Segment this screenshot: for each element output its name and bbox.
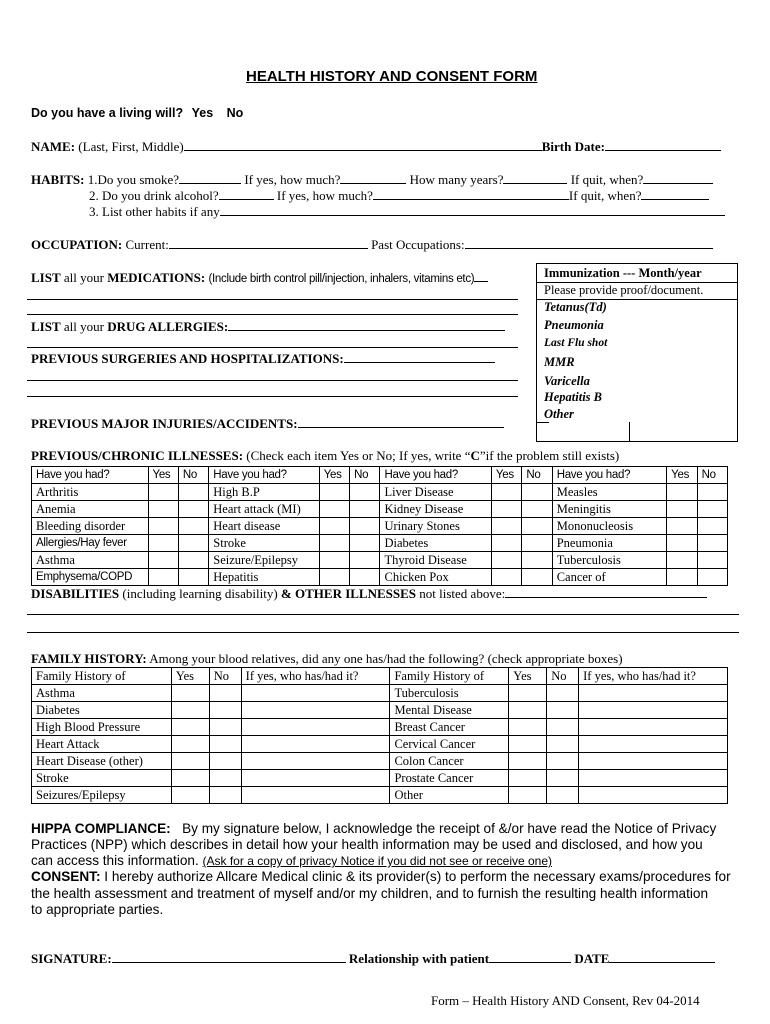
allergies-field[interactable]: [228, 320, 505, 331]
smoke-how-much-label: If yes, how much?: [244, 172, 341, 187]
disabilities-line-2[interactable]: [27, 632, 739, 633]
col-header: Have you had?: [209, 467, 319, 484]
illness-name: Asthma: [32, 552, 149, 569]
medications-hint: (Include birth control pill/injection, inhalers, vitamins etc): [208, 273, 475, 285]
who-cell[interactable]: [579, 685, 728, 702]
yes-cell[interactable]: [319, 569, 349, 586]
consent-text-1: I hereby authorize Allcare Medical clinic & its provider(s) to perform the necessary exams/procedures for: [104, 869, 731, 884]
illness-name: Bleeding disorder: [32, 518, 149, 535]
table-row: [32, 702, 728, 719]
smoke-how-much-field[interactable]: [340, 173, 406, 184]
col-no: No: [547, 668, 579, 685]
no-cell[interactable]: [522, 518, 552, 535]
table-row: [32, 736, 728, 753]
disabilities-field[interactable]: [505, 587, 707, 598]
yes-cell[interactable]: [509, 702, 547, 719]
condition-name: Stroke: [32, 770, 172, 787]
medications-row: [31, 270, 488, 286]
illnesses-table: [31, 466, 728, 586]
who-cell[interactable]: [241, 787, 390, 804]
signature-field[interactable]: [112, 952, 346, 963]
hippa-text-1: By my signature below, I acknowledge the receipt of &/or have read the Notice of Privacy: [182, 821, 717, 836]
injuries-label: PREVIOUS MAJOR INJURIES/ACCIDENTS:: [31, 416, 298, 431]
yes-cell[interactable]: [509, 719, 547, 736]
no-cell[interactable]: [209, 787, 241, 804]
condition-name: Tuberculosis: [390, 685, 509, 702]
disabilities-hint: (including learning disability): [122, 586, 278, 601]
yes-cell[interactable]: [491, 569, 521, 586]
table-row: [32, 719, 728, 736]
who-cell[interactable]: [241, 702, 390, 719]
signature-row: [31, 951, 715, 967]
date-field[interactable]: [609, 952, 715, 963]
table-row: [32, 787, 728, 804]
no-cell[interactable]: [697, 552, 727, 569]
yes-cell[interactable]: [171, 702, 209, 719]
consent-label: CONSENT:: [31, 869, 101, 884]
form-title: HEALTH HISTORY AND CONSENT FORM: [246, 68, 538, 85]
yes-cell[interactable]: [509, 770, 547, 787]
yes-cell[interactable]: [667, 484, 697, 501]
name-field[interactable]: [184, 140, 542, 151]
illness-name: Hepatitis: [209, 569, 319, 586]
illness-name: Cancer of: [552, 569, 666, 586]
no-cell[interactable]: [697, 501, 727, 518]
name-hint: (Last, First, Middle): [78, 139, 184, 154]
who-cell[interactable]: [241, 770, 390, 787]
immunization-tetanus: Tetanus(Td): [544, 300, 607, 314]
hippa-note[interactable]: (Ask for a copy of privacy Notice if you did not see or receive one): [202, 854, 553, 868]
hippa-line-3: [31, 853, 552, 869]
no-cell[interactable]: [697, 484, 727, 501]
yes-cell[interactable]: [148, 569, 178, 586]
occupation-past-field[interactable]: [465, 238, 713, 249]
immunization-flu: Last Flu shot: [544, 337, 608, 349]
hippa-text-3: can access this information.: [31, 853, 199, 868]
no-cell[interactable]: [547, 753, 579, 770]
relationship-label: Relationship with patient: [348, 951, 490, 966]
immunization-mmr: MMR: [544, 355, 575, 369]
no-cell[interactable]: [178, 484, 208, 501]
no-cell[interactable]: [547, 787, 579, 804]
smoke-years-label: How many years?: [409, 172, 504, 187]
who-cell[interactable]: [241, 753, 390, 770]
condition-name: Asthma: [32, 685, 172, 702]
table-row: [32, 569, 728, 586]
illness-name: Emphysema/COPD: [32, 569, 149, 586]
condition-name: Other: [390, 787, 509, 804]
disabilities-amp: &: [280, 586, 292, 601]
col-family-history: Family History of: [390, 668, 509, 685]
no-cell[interactable]: [178, 569, 208, 586]
condition-name: Heart Disease (other): [32, 753, 172, 770]
medications-line-1[interactable]: [27, 299, 518, 300]
injuries-row: [31, 416, 504, 432]
no-cell[interactable]: [522, 569, 552, 586]
living-will-yes[interactable]: Yes: [191, 106, 214, 120]
surgeries-row: [31, 351, 495, 367]
who-cell[interactable]: [579, 770, 728, 787]
alcohol-quit-label: If quit, when?: [568, 188, 642, 203]
condition-name: Diabetes: [32, 702, 172, 719]
allergies-row: [31, 319, 505, 335]
no-cell[interactable]: [697, 569, 727, 586]
no-cell[interactable]: [522, 484, 552, 501]
immunization-divider: [629, 422, 630, 442]
disabilities-line-1[interactable]: [27, 614, 739, 615]
yes-cell[interactable]: [319, 501, 349, 518]
no-cell[interactable]: [547, 770, 579, 787]
alcohol-field[interactable]: [219, 189, 274, 200]
immunization-note: Please provide proof/document.: [544, 283, 704, 297]
yes-cell[interactable]: [509, 753, 547, 770]
birth-date-field[interactable]: [605, 140, 721, 151]
other-habits-label: 3. List other habits if any: [89, 204, 220, 219]
condition-name: Mental Disease: [390, 702, 509, 719]
illness-name: Heart disease: [209, 518, 319, 535]
col-yes: Yes: [171, 668, 209, 685]
yes-cell[interactable]: [491, 484, 521, 501]
date-label: DATE: [574, 951, 610, 966]
allergies-label: DRUG ALLERGIES:: [107, 319, 229, 334]
illness-name: Diabetes: [380, 535, 491, 552]
yes-cell[interactable]: [667, 518, 697, 535]
smoke-field[interactable]: [179, 173, 241, 184]
no-cell[interactable]: [697, 535, 727, 552]
yes-cell[interactable]: [148, 552, 178, 569]
col-yes: Yes: [148, 467, 178, 484]
no-cell[interactable]: [350, 569, 380, 586]
disabilities-other: OTHER ILLNESSES: [295, 586, 417, 601]
illness-name: Anemia: [32, 501, 149, 518]
signature-label: SIGNATURE:: [31, 951, 112, 966]
relationship-field[interactable]: [489, 952, 571, 963]
no-cell[interactable]: [697, 518, 727, 535]
surgeries-field[interactable]: [344, 352, 495, 363]
illnesses-row: [31, 448, 619, 464]
yes-cell[interactable]: [148, 518, 178, 535]
col-header: Have you had?: [32, 467, 149, 484]
illness-name: Stroke: [209, 535, 319, 552]
illnesses-label: PREVIOUS/CHRONIC ILLNESSES:: [31, 448, 244, 463]
allergies-line-1[interactable]: [27, 347, 518, 348]
no-cell[interactable]: [350, 535, 380, 552]
col-no: No: [697, 467, 727, 484]
yes-cell[interactable]: [509, 736, 547, 753]
yes-cell[interactable]: [491, 535, 521, 552]
illness-name: Seizure/Epilepsy: [209, 552, 319, 569]
who-cell[interactable]: [241, 719, 390, 736]
consent-text-3: to appropriate parties.: [31, 902, 164, 917]
occupation-past-label: Past Occupations:: [371, 237, 465, 252]
yes-cell[interactable]: [509, 787, 547, 804]
illness-name: Pneumonia: [552, 535, 666, 552]
yes-cell[interactable]: [509, 685, 547, 702]
occupation-current-field[interactable]: [169, 238, 368, 249]
yes-cell[interactable]: [319, 518, 349, 535]
habits-row-1: [31, 172, 713, 188]
yes-cell[interactable]: [319, 484, 349, 501]
immunization-header: Immunization --- Month/year: [544, 266, 702, 280]
yes-cell[interactable]: [171, 770, 209, 787]
condition-name: Cervical Cancer: [390, 736, 509, 753]
illnesses-header-row: [32, 467, 728, 484]
no-cell[interactable]: [522, 535, 552, 552]
living-will-question: Do you have a living will?: [31, 106, 184, 120]
table-row: [32, 685, 728, 702]
immunization-box: [536, 263, 738, 442]
no-cell[interactable]: [350, 518, 380, 535]
table-row: [32, 501, 728, 518]
no-cell[interactable]: [178, 501, 208, 518]
col-header: Have you had?: [552, 467, 666, 484]
col-no: No: [178, 467, 208, 484]
habits-row-2: [89, 188, 709, 204]
occupation-current-label: Current:: [125, 237, 169, 252]
name-label: NAME:: [31, 139, 76, 154]
immunization-other: Other: [544, 407, 574, 421]
hippa-text-2: Practices (NPP) which describes in detail how your health information may be used and disclosed, and how you: [31, 837, 703, 852]
who-cell[interactable]: [579, 719, 728, 736]
yes-cell[interactable]: [148, 501, 178, 518]
alcohol-how-much-field[interactable]: [373, 189, 569, 200]
no-cell[interactable]: [350, 484, 380, 501]
yes-cell[interactable]: [319, 535, 349, 552]
family-header-row: [32, 668, 728, 685]
no-cell[interactable]: [178, 535, 208, 552]
no-cell[interactable]: [209, 719, 241, 736]
immunization-tick: [537, 422, 549, 423]
who-cell[interactable]: [579, 702, 728, 719]
col-header: Have you had?: [380, 467, 491, 484]
other-habits-field[interactable]: [220, 205, 725, 216]
col-family-history: Family History of: [32, 668, 172, 685]
allergies-all-your: all your: [63, 319, 104, 334]
smoke-question: 1.Do you smoke?: [87, 172, 180, 187]
family-history-label: FAMILY HISTORY:: [31, 651, 147, 666]
family-history-row: [31, 651, 623, 667]
medications-label: MEDICATIONS:: [107, 270, 206, 285]
hippa-line-1: [31, 821, 716, 837]
condition-name: Heart Attack: [32, 736, 172, 753]
no-cell[interactable]: [547, 702, 579, 719]
surgeries-line-1[interactable]: [27, 380, 518, 381]
who-cell[interactable]: [579, 753, 728, 770]
smoke-years-field[interactable]: [503, 173, 567, 184]
disabilities-tail: not listed above:: [419, 586, 506, 601]
no-cell[interactable]: [209, 736, 241, 753]
no-cell[interactable]: [209, 770, 241, 787]
disabilities-label: DISABILITIES: [31, 586, 120, 601]
family-history-table: [31, 667, 728, 804]
yes-cell[interactable]: [319, 552, 349, 569]
illness-name: Heart attack (MI): [209, 501, 319, 518]
no-cell[interactable]: [350, 552, 380, 569]
no-cell[interactable]: [547, 685, 579, 702]
col-yes: Yes: [509, 668, 547, 685]
illness-name: Liver Disease: [380, 484, 491, 501]
yes-cell[interactable]: [171, 753, 209, 770]
yes-cell[interactable]: [491, 552, 521, 569]
no-cell[interactable]: [178, 552, 208, 569]
smoke-quit-field[interactable]: [643, 173, 713, 184]
living-will-row: [31, 106, 243, 120]
illness-name: Kidney Disease: [380, 501, 491, 518]
col-yes: Yes: [667, 467, 697, 484]
illness-name: High B.P: [209, 484, 319, 501]
no-cell[interactable]: [350, 501, 380, 518]
col-who: If yes, who has/had it?: [579, 668, 728, 685]
condition-name: Prostate Cancer: [390, 770, 509, 787]
yes-cell[interactable]: [491, 501, 521, 518]
yes-cell[interactable]: [171, 736, 209, 753]
table-row: [32, 535, 728, 552]
condition-name: Breast Cancer: [390, 719, 509, 736]
who-cell[interactable]: [579, 736, 728, 753]
col-who: If yes, who has/had it?: [241, 668, 390, 685]
illnesses-instruction-pre: (Check each item Yes or No; If yes, write “: [246, 448, 471, 463]
yes-cell[interactable]: [148, 484, 178, 501]
condition-name: Seizures/Epilepsy: [32, 787, 172, 804]
alcohol-quit-field[interactable]: [641, 189, 709, 200]
consent-line-1: [31, 869, 731, 885]
occupation-label: OCCUPATION:: [31, 237, 123, 252]
table-row: [32, 518, 728, 535]
immunization-hepatitis-b: Hepatitis B: [544, 390, 602, 404]
name-row: [31, 139, 721, 155]
yes-cell[interactable]: [667, 569, 697, 586]
yes-cell[interactable]: [148, 535, 178, 552]
habits-row-3: [89, 204, 725, 220]
who-cell[interactable]: [241, 685, 390, 702]
col-yes: Yes: [491, 467, 521, 484]
surgeries-label: PREVIOUS SURGERIES AND HOSPITALIZATIONS:: [31, 351, 344, 366]
living-will-no[interactable]: No: [226, 106, 244, 120]
medications-line-2[interactable]: [27, 314, 518, 315]
no-cell[interactable]: [547, 719, 579, 736]
injuries-field[interactable]: [298, 417, 504, 428]
col-no: No: [350, 467, 380, 484]
illness-name: Urinary Stones: [380, 518, 491, 535]
disabilities-row: [31, 586, 707, 602]
col-no: No: [209, 668, 241, 685]
no-cell[interactable]: [209, 702, 241, 719]
habits-label: HABITS:: [31, 172, 85, 187]
immunization-pneumonia: Pneumonia: [544, 318, 604, 332]
occupation-row: [31, 237, 713, 253]
yes-cell[interactable]: [491, 518, 521, 535]
illnesses-instruction-post: ”if the problem still exists): [479, 448, 620, 463]
who-cell[interactable]: [579, 787, 728, 804]
alcohol-how-much-label: If yes, how much?: [276, 188, 373, 203]
illness-name: Chicken Pox: [380, 569, 491, 586]
no-cell[interactable]: [209, 753, 241, 770]
immunization-varicella: Varicella: [544, 374, 590, 388]
table-row: [32, 552, 728, 569]
consent-text-2: the health assessment and treatment of myself and/or my children, and to furnish the resulting health information: [31, 886, 709, 901]
table-row: [32, 753, 728, 770]
medications-list-word: LIST: [31, 270, 61, 285]
no-cell[interactable]: [522, 501, 552, 518]
surgeries-line-2[interactable]: [27, 396, 518, 397]
illness-name: Allergies/Hay fever: [32, 535, 149, 552]
yes-cell[interactable]: [171, 719, 209, 736]
col-yes: Yes: [319, 467, 349, 484]
medications-all-your: all your: [63, 270, 104, 285]
illness-name: Mononucleosis: [552, 518, 666, 535]
allergies-list-word: LIST: [31, 319, 61, 334]
no-cell[interactable]: [178, 518, 208, 535]
yes-cell[interactable]: [171, 787, 209, 804]
family-history-instruction: Among your blood relatives, did any one has/had the following? (check appropriate boxes): [149, 651, 623, 666]
yes-cell[interactable]: [667, 535, 697, 552]
no-cell[interactable]: [209, 685, 241, 702]
smoke-quit-label: If quit, when?: [570, 172, 644, 187]
illness-name: Measles: [552, 484, 666, 501]
illness-name: Meningitis: [552, 501, 666, 518]
yes-cell[interactable]: [667, 501, 697, 518]
yes-cell[interactable]: [667, 552, 697, 569]
birth-date-label: Birth Date:: [541, 139, 605, 154]
col-no: No: [522, 467, 552, 484]
illnesses-instruction-c: C: [470, 448, 480, 463]
illness-name: Tuberculosis: [552, 552, 666, 569]
alcohol-question: 2. Do you drink alcohol?: [89, 188, 219, 203]
who-cell[interactable]: [241, 736, 390, 753]
illness-name: Arthritis: [32, 484, 149, 501]
medications-field[interactable]: [474, 271, 488, 282]
yes-cell[interactable]: [171, 685, 209, 702]
no-cell[interactable]: [547, 736, 579, 753]
footer-text: Form – Health History AND Consent, Rev 04-2014: [431, 993, 700, 1008]
illness-name: Thyroid Disease: [380, 552, 491, 569]
table-row: [32, 484, 728, 501]
condition-name: High Blood Pressure: [32, 719, 172, 736]
condition-name: Colon Cancer: [390, 753, 509, 770]
hippa-label: HIPPA COMPLIANCE:: [31, 821, 171, 836]
no-cell[interactable]: [522, 552, 552, 569]
table-row: [32, 770, 728, 787]
